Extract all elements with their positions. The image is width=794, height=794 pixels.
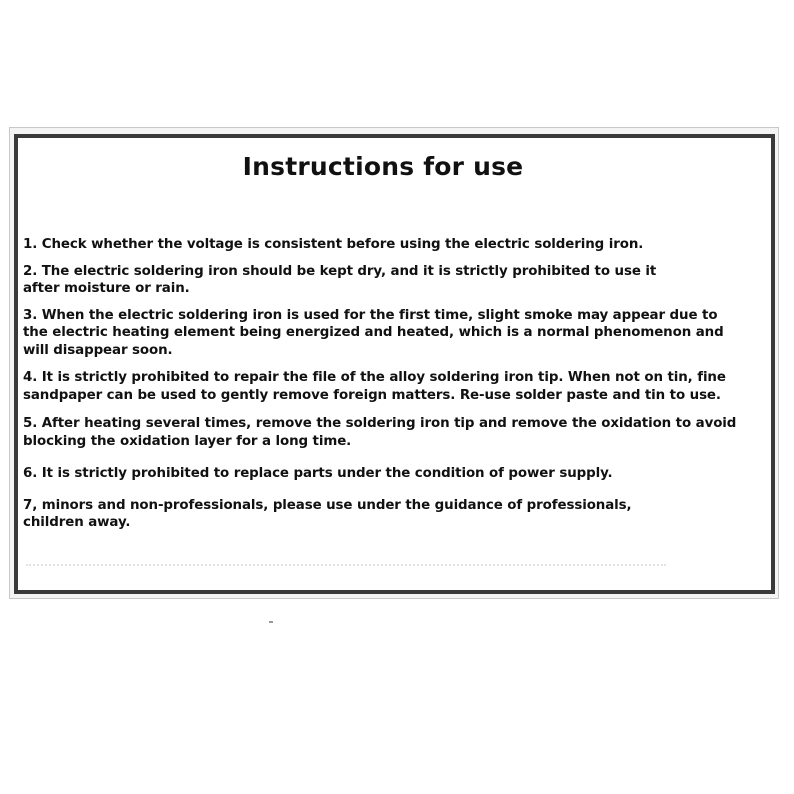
instruction-item-2: 2. The electric soldering iron should be kept dry, and it is strictly prohibited to use it after moisture or rain. (23, 263, 657, 296)
instruction-list (23, 236, 769, 532)
stray-mark (269, 621, 273, 623)
instruction-item-3: 3. When the electric soldering iron is used for the first time, slight smoke may appear due to the electric heating element being energized and heated, which is a normal phenomenon and will disappear soon. (23, 307, 724, 358)
instruction-item-6: 6. It is strictly prohibited to replace parts under the condition of power supply. (23, 466, 613, 481)
faint-divider (26, 564, 666, 566)
instruction-item-5: 5. After heating several times, remove the soldering iron tip and remove the oxidation to avoid blocking the oxidation layer for a long time. (23, 416, 737, 449)
instruction-item-4: 4. It is strictly prohibited to repair the file of the alloy soldering iron tip. When not on tin, fine sandpaper can be used to gently remove foreign matters. Re-use solder paste and tin to use. (23, 370, 726, 403)
instruction-item-7: 7, minors and non-professionals, please use under the guidance of professionals, children away. (23, 497, 632, 530)
page-title: Instructions for use (242, 152, 524, 181)
instruction-item-1: 1. Check whether the voltage is consistent before using the electric soldering iron. (23, 237, 644, 252)
